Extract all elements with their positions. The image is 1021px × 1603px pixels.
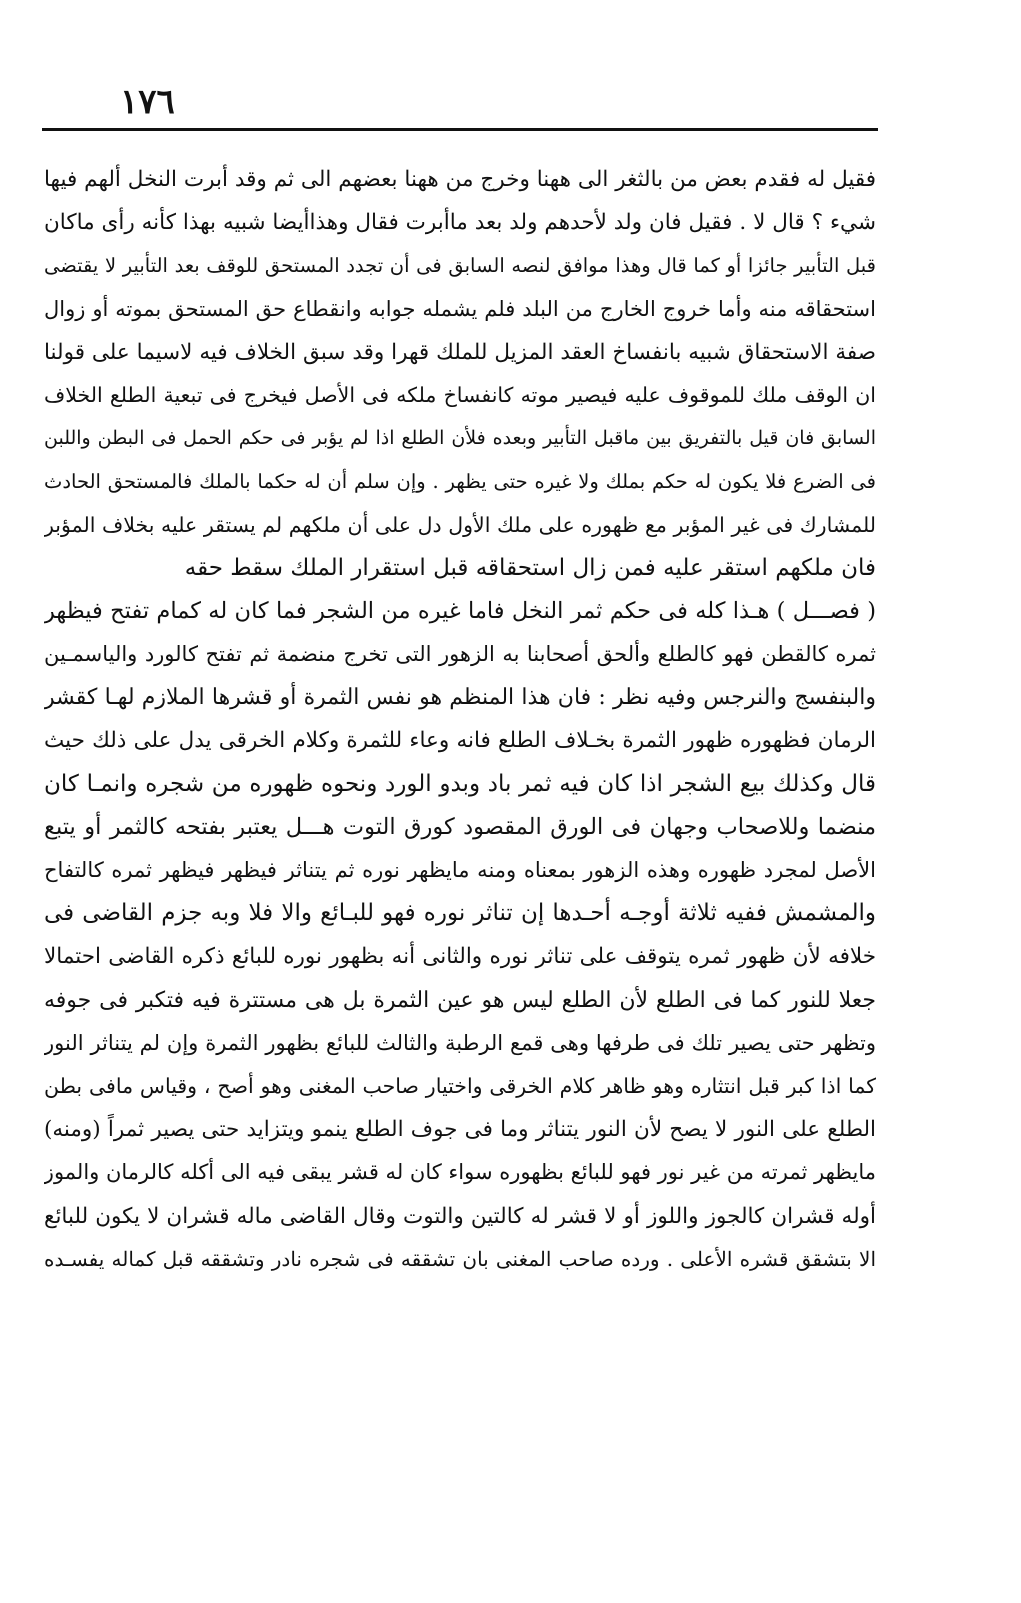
section-heading-line: ( فصـــل ) هـذا كله فى حكم ثمر النخل فاما غيره من الشجر فما كان له كمام تفتح فيظهر [44,597,876,624]
text-line: جعلا للنور كما فى الطلع لأن الطلع ليس هو عين الثمرة بل هى مستترة فيه فتكبر فى جوفه [44,987,876,1013]
text-line: ثمره كالقطن فهو كالطلع وألحق أصحابنا به الزهور التى تخرج منضمة ثم تفتح كالورد والياسمـين [44,642,876,667]
text-line: للمشارك فى غير المؤبر مع ظهوره على ملك الأول دل على أن ملكهم لم يستقر عليه بخلاف المؤبر [44,512,876,537]
text-line: الطلع على النور لا يصح لأن النور يتناثر وما فى جوف الطلع ينمو ويتزايد حتى يصير ثمراً (ومنه) [44,1117,876,1143]
text-line: والبنفسج والنرجس وفيه نظر : فان هذا المنظم هو نفس الثمرة أو قشرها الملازم لهـا كقشر [44,685,876,711]
text-line: منضما وللاصحاب وجهان فى الورق المقصود كورق التوت هـــل يعتبر بفتحه كالثمر أو يتبع [44,813,876,840]
text-line: الرمان فظهوره ظهور الثمرة بخـلاف الطلع فانه وعاء للثمرة وكلام الخرقى يدل على ذلك حيث [44,728,876,754]
text-line: خلافه لأن ظهور ثمره يتوقف على تناثر نوره والثانى أنه بظهور نوره للبائع ذكره القاضى احتمالا [44,944,876,970]
text-line: فى الضرع فلا يكون له حكم بملك ولا غيره حتى يظهر . وإن سلم أن له حكما بالملك فالمستحق الحادث [44,470,876,494]
text-line: كما اذا كبر قبل انتثاره وهو ظاهر كلام الخرقى واختيار صاحب المغنى وهو أصح ، وقياس مافى بطن [44,1073,876,1098]
page-number: ١٧٦ [120,82,175,122]
text-line: قال وكذلك بيع الشجر اذا كان فيه ثمر باد وبدو الورد ونحوه ظهوره من شجره وانمـا كان [44,770,876,797]
text-line: الا بتشقق قشره الأعلى . ورده صاحب المغنى بان تشققه فى شجره نادر وتشققه قبل كماله يفسـده [44,1246,876,1271]
text-line: ان الوقف ملك للموقوف عليه فيصير موته كانفساخ ملكه فى الأصل فيخرج فى تبعية الطلع الخلاف [44,382,876,407]
text-line: الأصل لمجرد ظهوره وهذه الزهور بمعناه ومنه مايظهر نوره ثم يتناثر فيظهر فيظهر ثمره كالتفاح [44,858,876,882]
header-rule [42,128,878,131]
text-line: قبل التأبير جائزا أو كما قال وهذا موافق لنصه السابق فى أن تجدد المستحق للوقف بعد التأبير لا يقتضى [44,254,876,278]
text-line: مايظهر ثمرته من غير نور فهو للبائع بظهوره سواء كان له قشر يبقى فيه الى أكله كالرمان والموز [44,1160,876,1185]
text-line: شيء ؟ قال لا . فقيل فان ولد لأحدهم ولد بعد ماأبرت فقال وهذاأيضا شبيه بهذا كأنه رأى ماكان [44,210,876,236]
text-line: السابق فان قيل بالتفريق بين ماقبل التأبير وبعده فلأن الطلع اذا لم يؤبر فى حكم الحمل فى البطن واللبن [44,427,876,450]
text-line: والمشمش ففيه ثلاثة أوجـه أحـدها إن تناثر نوره فهو للبـائع والا فلا وبه جزم القاضى فى [44,900,876,927]
text-line: فان ملكهم استقر عليه فمن زال استحقاقه قبل استقرار الملك سقط حقه [184,554,876,581]
text-line: فقيل له فقدم بعض من بالثغر الى ههنا وخرج من ههنا بعضهم الى ثم وقد أبرت النخل ألهم فيها [44,167,876,192]
page-body-text [44,158,876,1281]
text-line: استحقاقه منه وأما خروج الخارج من البلد فلم يشمله جوابه وانقطاع حق المستحق بموته أو زوال [44,296,876,321]
text-line: صفة الاستحقاق شبيه بانفساخ العقد المزيل للملك قهرا وقد سبق الخلاف فيه لاسيما على قولنا [44,339,876,365]
text-line: وتظهر حتى يصير تلك فى طرفها وهى قمع الرطبة والثالث للبائع بظهور الثمرة وإن لم يتناثر النور [44,1030,876,1055]
text-line: أوله قشران كالجوز واللوز أو لا قشر له كالتين والتوت وقال القاضى ماله قشران لا يكون للبائع [44,1203,876,1229]
